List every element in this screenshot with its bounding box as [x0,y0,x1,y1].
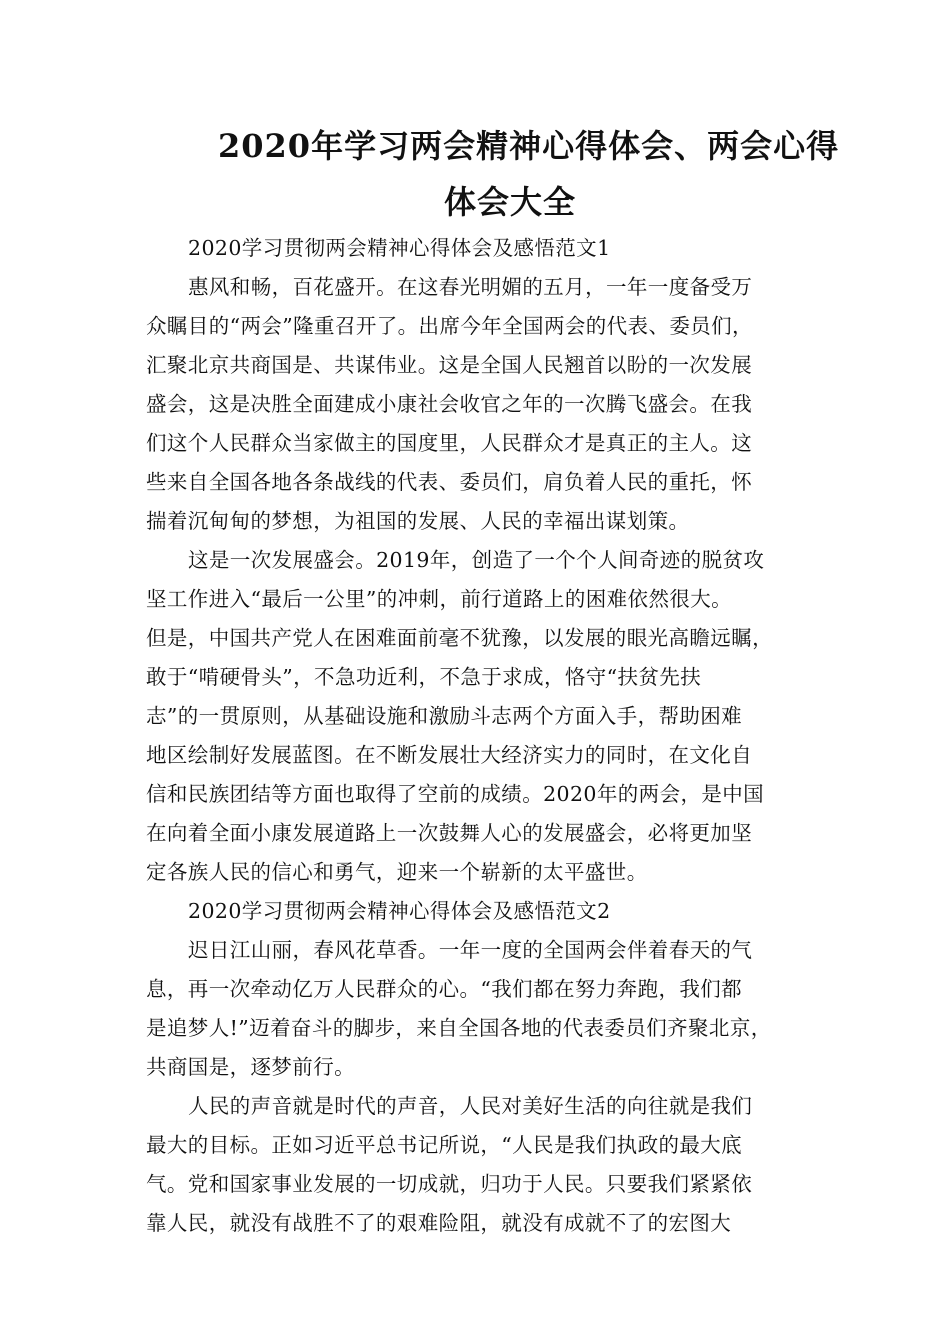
section-heading: 2020学习贯彻两会精神心得体会及感悟范文1 [188,236,611,260]
paragraph-line: 最大的目标。正如习近平总书记所说，“人民是我们执政的最大底 [146,1133,743,1157]
paragraph-line: 众瞩目的“两会”隆重召开了。出席今年全国两会的代表、委员们， [146,314,753,338]
paragraph-line: 惠风和畅，百花盛开。在这春光明媚的五月，一年一度备受万 [188,275,753,299]
paragraph-line: 志”的一贯原则，从基础设施和激励斗志两个方面入手，帮助困难 [146,704,743,728]
paragraph-line: 息，再一次牵动亿万人民群众的心。“我们都在努力奔跑，我们都 [146,977,743,1001]
paragraph-line: 些来自全国各地各条战线的代表、委员们，肩负着人民的重托，怀 [146,470,753,494]
paragraph-line: 坚工作进入“最后一公里”的冲刺，前行道路上的困难依然很大。 [146,587,733,611]
document-title-line-2: 体会大全 [443,183,576,221]
paragraph-line: 在向着全面小康发展道路上一次鼓舞人心的发展盛会，必将更加坚 [146,821,753,845]
paragraph-line: 敢于“啃硬骨头”，不急功近利，不急于求成，恪守“扶贫先扶 [146,665,702,689]
paragraph-line: 们这个人民群众当家做主的国度里，人民群众才是真正的主人。这 [146,431,753,455]
paragraph-line: 但是，中国共产党人在困难面前毫不犹豫，以发展的眼光高瞻远瞩， [146,626,773,650]
paragraph-line: 揣着沉甸甸的梦想，为祖国的发展、人民的幸福出谋划策。 [146,509,690,533]
document-title-line-1: 2020年学习两会精神心得体会、两会心得 [218,127,840,165]
paragraph-line: 信和民族团结等方面也取得了空前的成绩。2020年的两会，是中国 [146,782,765,806]
paragraph-line: 是追梦人!”迈着奋斗的脚步，来自全国各地的代表委员们齐聚北京， [146,1016,772,1040]
paragraph-line: 汇聚北京共商国是、共谋伟业。这是全国人民翘首以盼的一次发展 [146,353,753,377]
paragraph-line: 定各族人民的信心和勇气，迎来一个崭新的太平盛世。 [146,860,648,884]
paragraph-line: 盛会，这是决胜全面建成小康社会收官之年的一次腾飞盛会。在我 [146,392,753,416]
paragraph-line: 迟日江山丽，春风花草香。一年一度的全国两会伴着春天的气 [188,938,753,962]
paragraph-line: 这是一次发展盛会。2019年，创造了一个个人间奇迹的脱贫攻 [188,548,765,572]
paragraph-line: 地区绘制好发展蓝图。在不断发展壮大经济实力的同时，在文化自 [146,743,753,767]
section-heading: 2020学习贯彻两会精神心得体会及感悟范文2 [188,899,611,923]
paragraph-line: 气。党和国家事业发展的一切成就，归功于人民。只要我们紧紧依 [146,1172,753,1196]
paragraph-line: 共商国是，逐梦前行。 [146,1055,355,1079]
paragraph-line: 靠人民，就没有战胜不了的艰难险阻，就没有成就不了的宏图大 [146,1211,732,1235]
paragraph-line: 人民的声音就是时代的声音，人民对美好生活的向往就是我们 [188,1094,753,1118]
